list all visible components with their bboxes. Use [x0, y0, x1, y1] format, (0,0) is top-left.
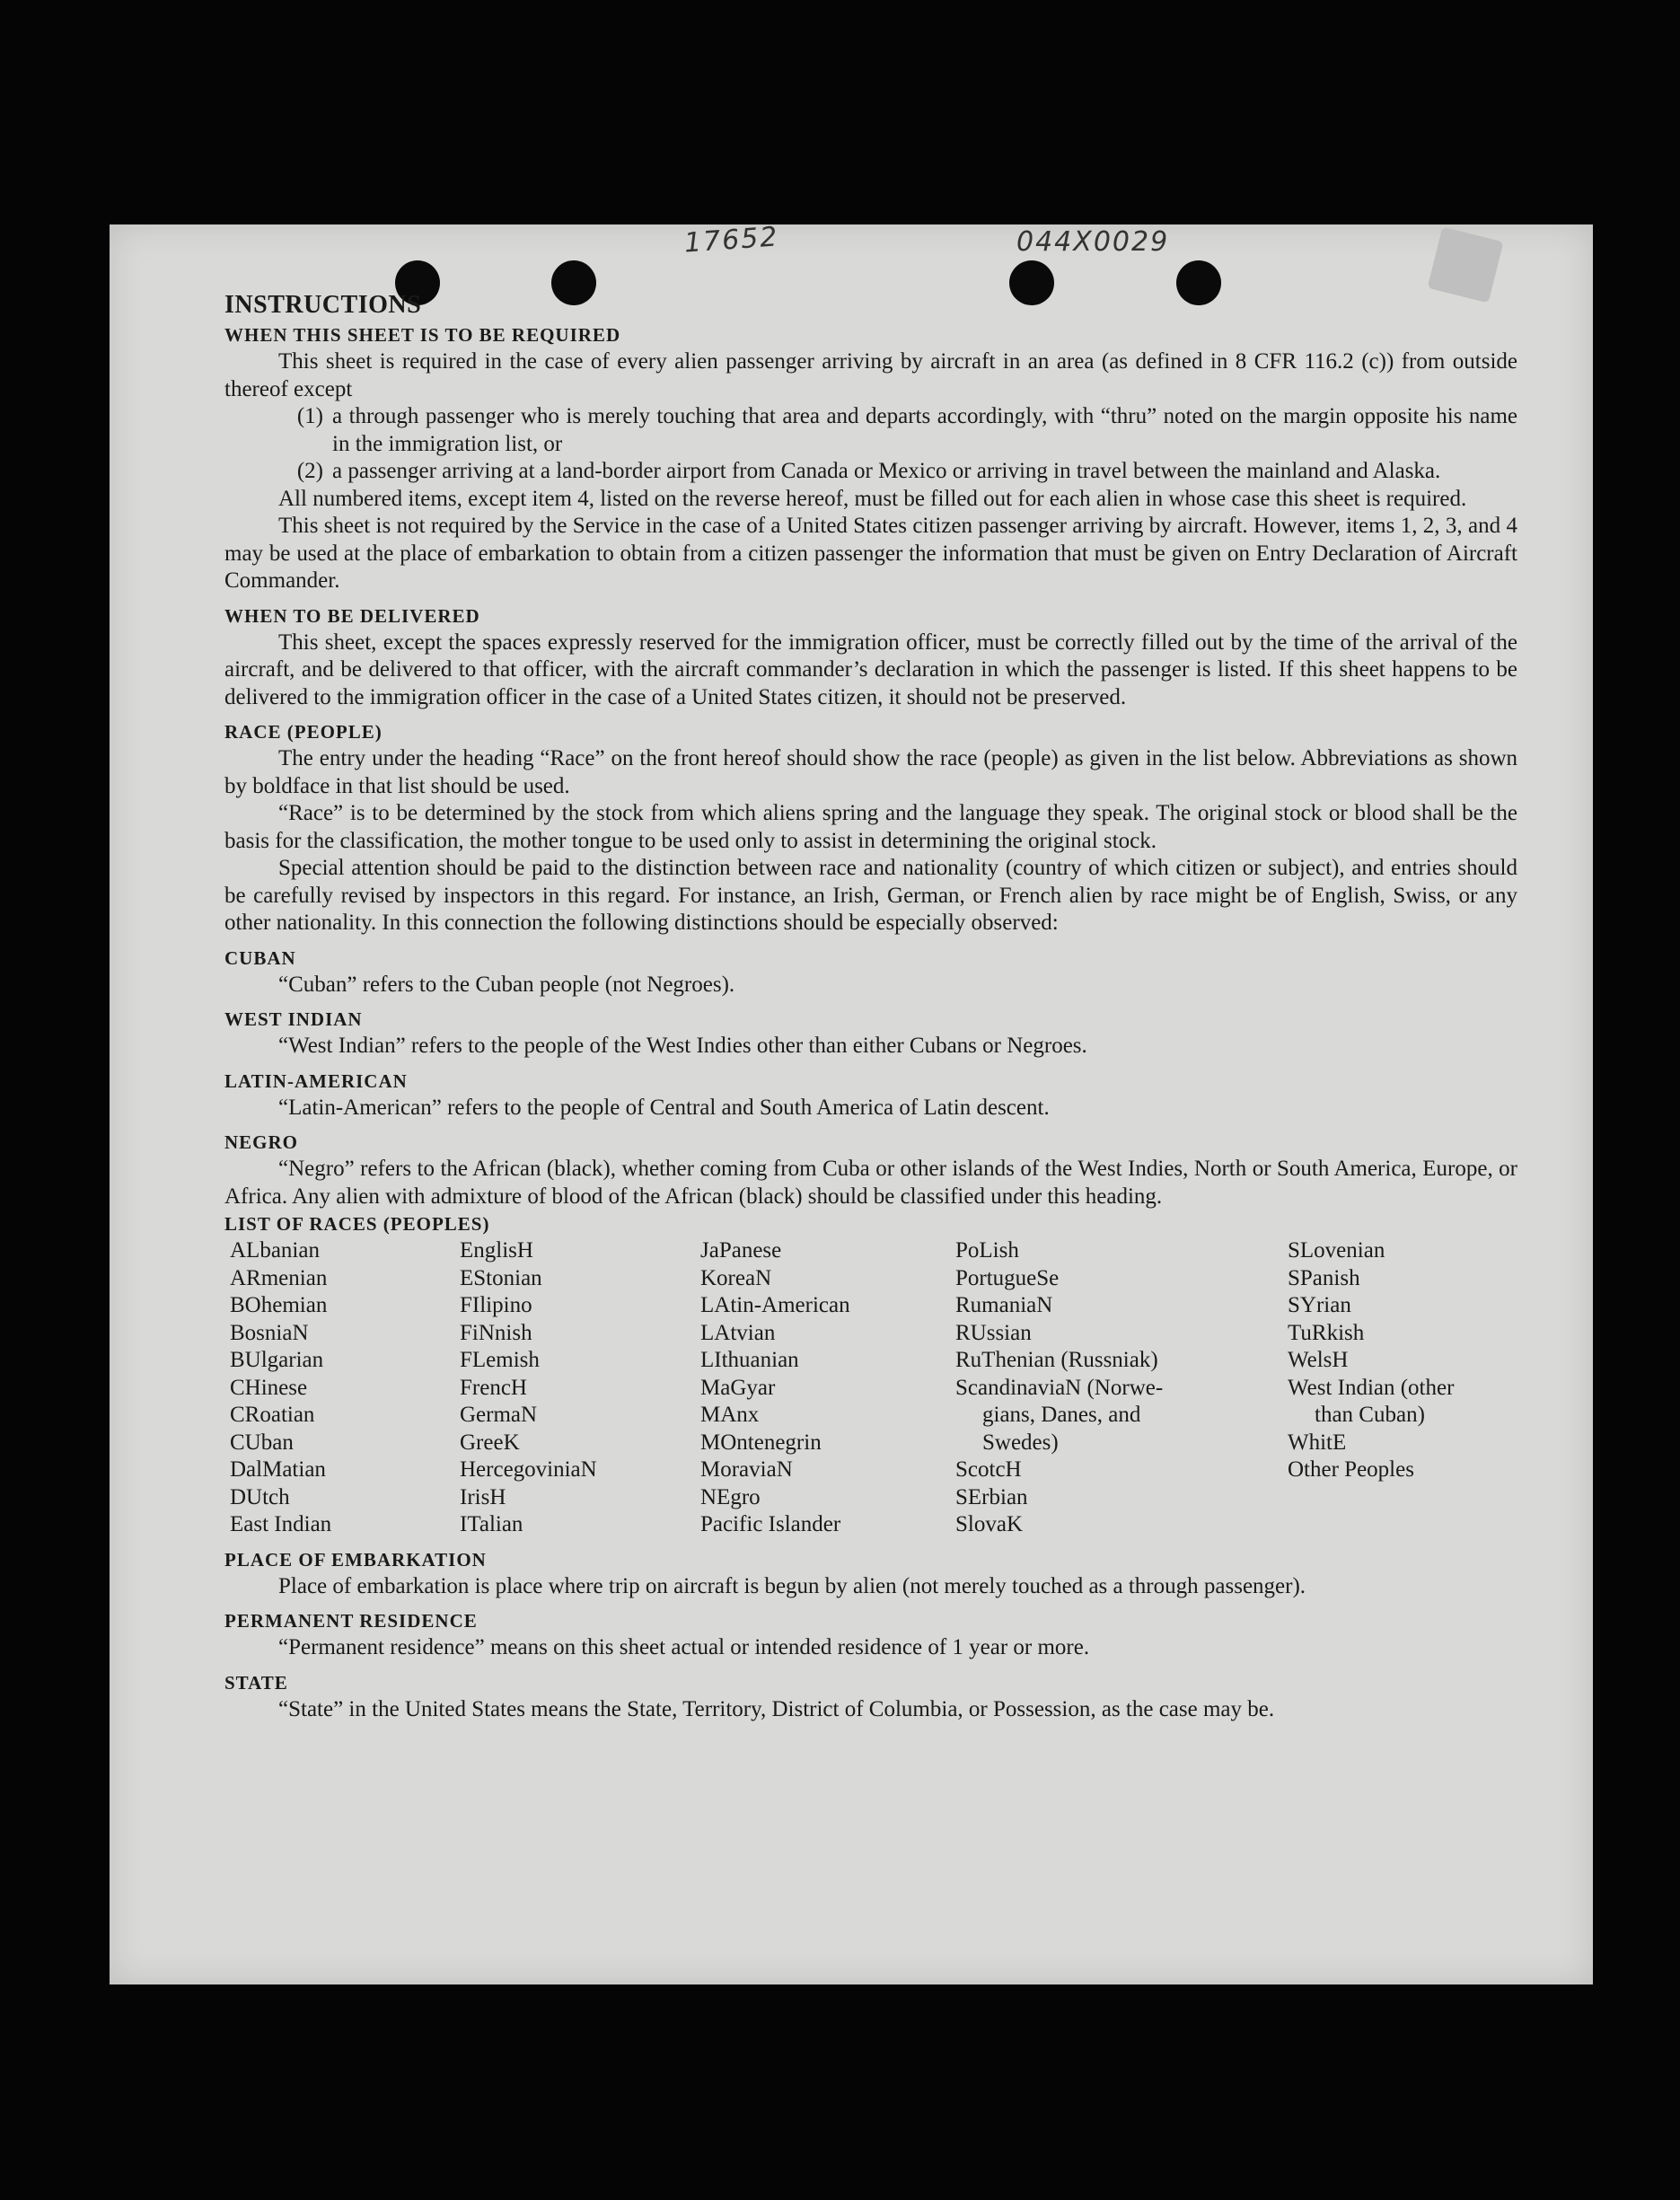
- race-entry: RuThenian (Russniak): [955, 1348, 1158, 1372]
- race-entry: EnglisH: [460, 1238, 533, 1263]
- race-entry: ALbanian: [230, 1238, 320, 1263]
- race-entry: SYrian: [1288, 1293, 1351, 1317]
- list-item-text: a through passenger who is merely touching that area and departs accordingly, with “thru” noted on the margin opposite his name in the immigration list, or: [332, 404, 1517, 456]
- list-item-number: (2): [296, 459, 323, 483]
- race-entry: FLemish: [460, 1348, 540, 1372]
- race-entry-continuation: than Cuban): [1315, 1403, 1425, 1427]
- race-entry: ARmenian: [230, 1265, 328, 1290]
- race-entry: SLovenian: [1288, 1238, 1385, 1263]
- race-entry: BOhemian: [230, 1293, 328, 1317]
- race-entry: GreeK: [460, 1430, 520, 1455]
- race-entry: KoreaN: [700, 1265, 772, 1290]
- race-entry: BUlgarian: [230, 1348, 324, 1372]
- list-item: [224, 403, 1517, 458]
- section-heading-negro: NEGRO: [224, 1131, 299, 1153]
- instructions-body: [224, 289, 1517, 1723]
- race-entry: HercegoviniaN: [460, 1457, 597, 1482]
- race-entry: SErbian: [955, 1484, 1028, 1509]
- section-heading-state: STATE: [224, 1671, 288, 1694]
- race-entry: Pacific Islander: [700, 1512, 841, 1536]
- race-entry: CRoatian: [230, 1403, 315, 1427]
- race-entry: East Indian: [230, 1512, 332, 1536]
- race-entry: NEgro: [700, 1484, 761, 1509]
- races-column-4: [955, 1237, 1288, 1539]
- race-entry: Other Peoples: [1288, 1457, 1414, 1482]
- race-entry: LIthuanian: [700, 1348, 799, 1372]
- paragraph: All numbered items, except item 4, listed on the reverse hereof, must be filled out for each alien in whose case this sheet is required.: [278, 486, 1467, 511]
- race-entry: CHinese: [230, 1375, 308, 1400]
- race-entry: SlovaK: [955, 1512, 1023, 1536]
- race-entry: FrencH: [460, 1375, 527, 1400]
- race-entry-continuation: Swedes): [982, 1430, 1059, 1455]
- list-item: [224, 458, 1517, 486]
- paragraph: The entry under the heading “Race” on the front hereof should show the race (people) as given in the list below. Abbreviations as shown by boldface in that list should be used.: [224, 746, 1517, 798]
- race-entry: PoLish: [955, 1238, 1019, 1263]
- handwritten-file-number: 17652: [682, 221, 780, 260]
- races-column-3: [700, 1237, 955, 1539]
- race-entry: LAtin-American: [700, 1293, 850, 1317]
- race-entry: RumaniaN: [955, 1293, 1053, 1317]
- race-entry: West Indian (other: [1288, 1375, 1455, 1400]
- race-entry: TuRkish: [1288, 1320, 1365, 1345]
- handwritten-document-number: 044X0029: [1016, 226, 1170, 258]
- race-entry: ITalian: [460, 1512, 523, 1536]
- race-entry: WhitE: [1288, 1430, 1347, 1455]
- race-entry: MaGyar: [700, 1375, 776, 1400]
- race-entry: LAtvian: [700, 1320, 776, 1345]
- race-entry: ScandinaviaN (Norwe-: [955, 1375, 1164, 1400]
- paragraph: “Cuban” refers to the Cuban people (not Negroes).: [278, 972, 735, 997]
- section-heading-embarkation: PLACE OF EMBARKATION: [224, 1548, 487, 1571]
- races-column-1: [230, 1237, 460, 1539]
- race-entry: FiNnish: [460, 1320, 532, 1345]
- races-column-5: [1288, 1237, 1523, 1539]
- paragraph: Place of embarkation is place where trip on aircraft is begun by alien (not merely touched as a through passenger).: [278, 1573, 1306, 1598]
- race-entry: MOntenegrin: [700, 1430, 822, 1455]
- race-entry: ScotcH: [955, 1457, 1022, 1482]
- paragraph: Special attention should be paid to the distinction between race and nationality (country of which citizen or subject), and entries should be carefully revised by inspectors in this regard. For instance, an Irish, German, or French alien by race might be of English, Swiss, or any other nationality. In this connection the following distinctions should be especially observed:: [224, 856, 1517, 935]
- paragraph: This sheet, except the spaces expressly reserved for the immigration officer, must be correctly filled out by the time of the arrival of the aircraft, and be delivered to that officer, with the aircraft commander’s declaration in which the passenger is listed. If this sheet happens to be delivered to the immigration officer in the case of a United States citizen, it should not be preserved.: [224, 629, 1517, 709]
- race-entry: WelsH: [1288, 1348, 1349, 1372]
- race-entry: FIlipino: [460, 1293, 532, 1317]
- race-entry: DUtch: [230, 1484, 290, 1509]
- race-entry: CUban: [230, 1430, 294, 1455]
- list-item-number: (1): [296, 404, 323, 428]
- section-heading-permanent-residence: PERMANENT RESIDENCE: [224, 1610, 478, 1632]
- race-entry: MAnx: [700, 1403, 760, 1427]
- paragraph: “West Indian” refers to the people of the West Indies other than either Cubans or Negroes.: [278, 1034, 1087, 1058]
- race-entry: IrisH: [460, 1484, 506, 1509]
- paragraph: “Race” is to be determined by the stock from which aliens spring and the language they speak. The original stock or blood shall be the basis for the classification, the mother tongue to be used only to assist in determining the original stock.: [224, 801, 1517, 853]
- section-heading-race: RACE (PEOPLE): [224, 721, 383, 743]
- race-entry: PortugueSe: [955, 1265, 1060, 1290]
- paragraph: “State” in the United States means the State, Territory, District of Columbia, or Possession, as the case may be.: [278, 1696, 1275, 1721]
- list-item-text: a passenger arriving at a land-border airport from Canada or Mexico or arriving in travel between the mainland and Alaska.: [332, 459, 1441, 483]
- paragraph: “Permanent residence” means on this sheet actual or intended residence of 1 year or more.: [278, 1635, 1090, 1659]
- race-entry: DalMatian: [230, 1457, 326, 1482]
- race-entry: EStonian: [460, 1265, 542, 1290]
- section-heading-required: WHEN THIS SHEET IS TO BE REQUIRED: [224, 324, 621, 346]
- section-heading-latin-american: LATIN-AMERICAN: [224, 1069, 408, 1092]
- races-list: [230, 1237, 1517, 1539]
- paragraph: “Latin-American” refers to the people of Central and South America of Latin descent.: [278, 1095, 1050, 1120]
- race-entry: MoraviaN: [700, 1457, 793, 1482]
- section-heading-delivered: WHEN TO BE DELIVERED: [224, 604, 480, 627]
- paragraph: This sheet is required in the case of every alien passenger arriving by aircraft in an area (as defined in 8 CFR 116.2 (c)) from outside thereof except: [224, 349, 1517, 401]
- race-entry: GermaN: [460, 1403, 538, 1427]
- section-heading-races-list: LIST OF RACES (PEOPLES): [224, 1213, 490, 1235]
- section-heading-cuban: CUBAN: [224, 946, 296, 969]
- race-entry: JaPanese: [700, 1238, 782, 1263]
- race-entry: BosniaN: [230, 1320, 309, 1345]
- paragraph: “Negro” refers to the African (black), whether coming from Cuba or other islands of the West Indies, North or South America, Europe, or Africa. Any alien with admixture of blood of the African (black) should be classified under this heading.: [224, 1157, 1517, 1209]
- race-entry: RUssian: [955, 1320, 1032, 1345]
- section-heading-west-indian: WEST INDIAN: [224, 1008, 363, 1030]
- race-entry: SPanish: [1288, 1265, 1360, 1290]
- page-title: INSTRUCTIONS: [224, 291, 422, 319]
- races-column-2: [460, 1237, 700, 1539]
- paragraph: This sheet is not required by the Service in the case of a United States citizen passenger arriving by aircraft. However, items 1, 2, 3, and 4 may be used at the place of embarkation to obtain from a citizen passenger the information that must be given on Entry Declaration of Aircraft Commander.: [224, 514, 1517, 593]
- race-entry-continuation: gians, Danes, and: [982, 1403, 1141, 1427]
